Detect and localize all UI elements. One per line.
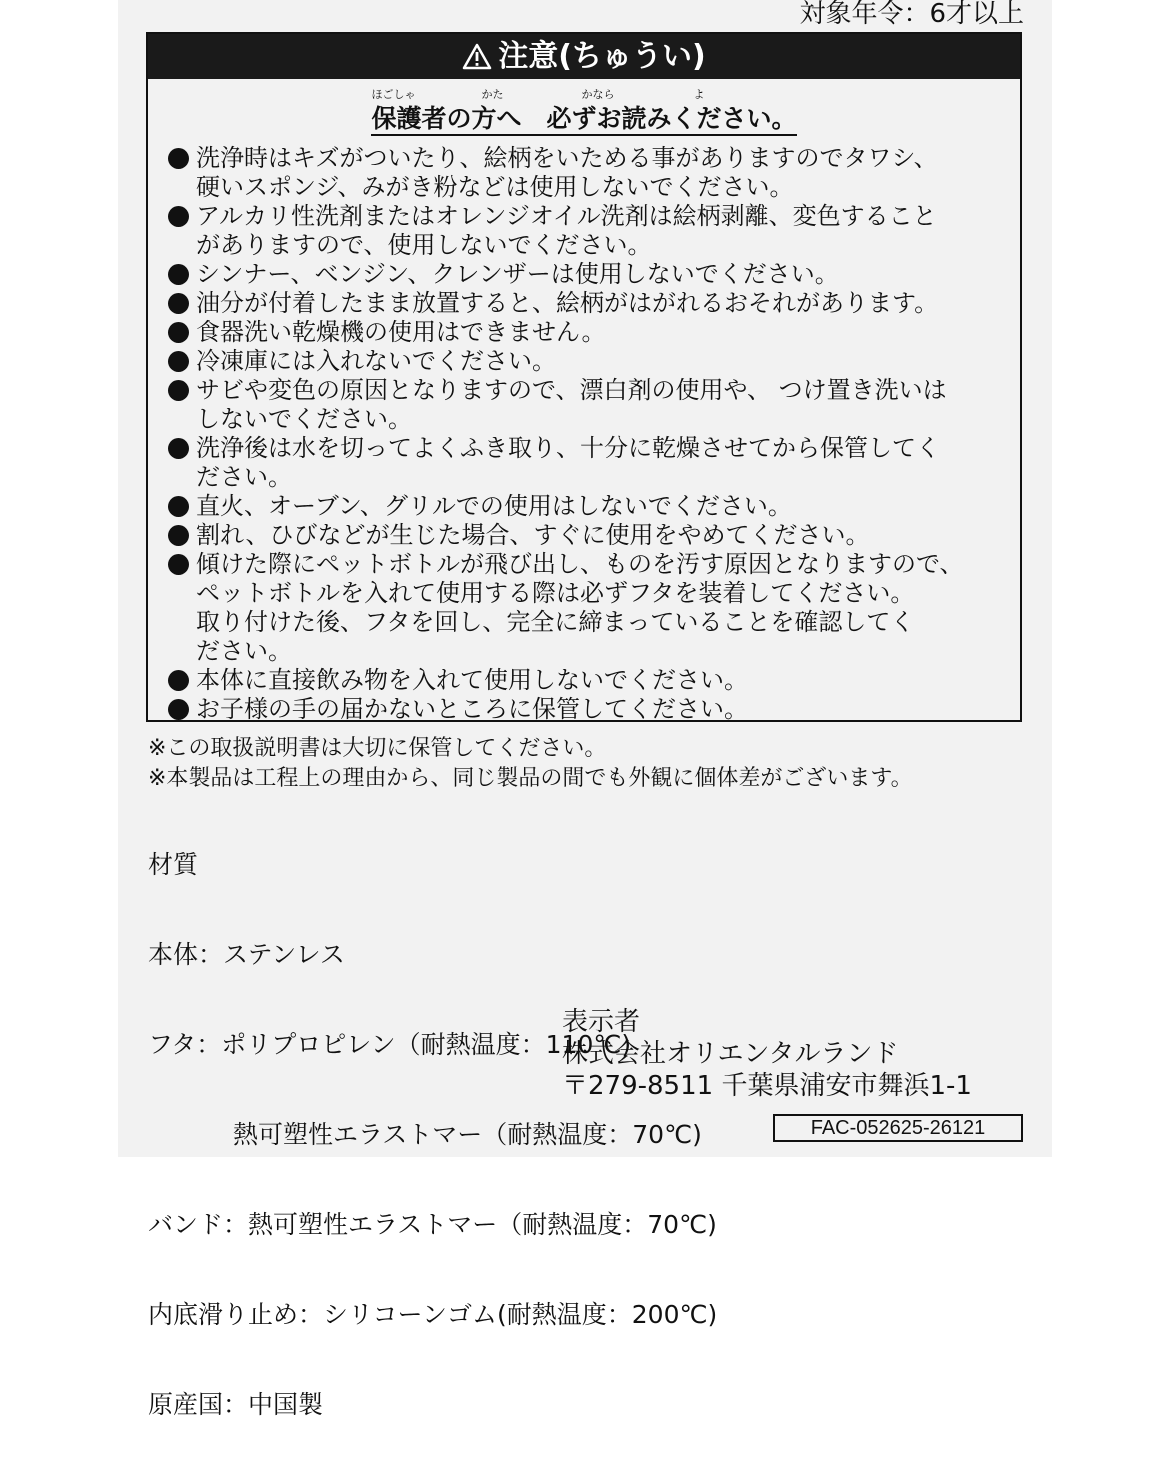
- bullet-icon: [168, 699, 189, 720]
- bullet-icon: [168, 525, 189, 546]
- guardian-notice: [148, 88, 1020, 138]
- caution-item-text: アルカリ性洗剤またはオレンジオイル洗剤は絵柄剥離、変色すること がありますので、使用しないでください。: [196, 202, 937, 259]
- materials-section: [148, 790, 717, 1480]
- caution-item: [168, 318, 1020, 347]
- bullet-icon: [168, 206, 189, 227]
- issuer-company: 株式会社オリエンタルランド: [562, 1039, 899, 1069]
- material-lid-secondary: 熱可塑性エラストマー（耐熱温度：70℃): [233, 1120, 702, 1149]
- product-code: FAC-052625-26121: [773, 1114, 1023, 1142]
- caution-item: [168, 492, 1020, 521]
- caution-item-text: サビや変色の原因となりますので、漂白剤の使用や、 つけ置き洗いは しないでください。: [196, 376, 947, 433]
- bullet-icon: [168, 496, 189, 517]
- material-lid: フタ：ポリプロピレン（耐熱温度：110℃): [148, 1030, 632, 1059]
- bullet-icon: [168, 438, 189, 459]
- bullet-icon: [168, 554, 189, 575]
- caution-box: [146, 32, 1022, 722]
- caution-list: [148, 144, 1020, 724]
- furigana-hogosha: ほごしゃ: [371, 88, 416, 101]
- bullet-icon: [168, 293, 189, 314]
- issuer-address: 〒279-8511 千葉県浦安市舞浜1-1: [562, 1071, 972, 1101]
- caution-item: [168, 434, 1020, 492]
- note-keep-manual: ※この取扱説明書は大切に保管してください。: [148, 736, 607, 761]
- bullet-icon: [168, 148, 189, 169]
- caution-item: [168, 666, 1020, 695]
- material-body: 本体：ステンレス: [148, 940, 345, 969]
- caution-item: [168, 202, 1020, 260]
- caution-item-text: 本体に直接飲み物を入れて使用しないでください。: [196, 666, 748, 694]
- caution-item-text: 傾けた際にペットボトルが飛び出し、ものを汚す原因となりますので、 ペットボトルを入れて使用する際は必ずフタを装着してください。 取り付けた後、フタを回し、完全に締まっていることを確認してく ださい。: [196, 550, 964, 665]
- furigana-yo: よ: [693, 88, 705, 101]
- caution-item-text: 食器洗い乾燥機の使用はできません。: [196, 318, 606, 346]
- caution-item-text: お子様の手の届かないところに保管してください。: [196, 695, 748, 723]
- furigana-kanara: かなら: [581, 88, 615, 101]
- caution-item: [168, 260, 1020, 289]
- caution-item: [168, 347, 1020, 376]
- issuer-label: 表示者: [562, 1007, 641, 1037]
- caution-item-text: 直火、オーブン、グリルでの使用はしないでください。: [196, 492, 792, 520]
- caution-title: 注意(ちゅうい): [498, 39, 706, 74]
- bullet-icon: [168, 670, 189, 691]
- caution-item: [168, 521, 1020, 550]
- caution-item: [168, 376, 1020, 434]
- note-individual-differences: ※本製品は工程上の理由から、同じ製品の間でも外観に個体差がございます。: [148, 766, 913, 791]
- target-age-label: 対象年令：6才以上: [799, 0, 1024, 29]
- material-band: バンド：熱可塑性エラストマー（耐熱温度：70℃): [148, 1210, 717, 1239]
- caution-item-text: 冷凍庫には入れないでください。: [196, 347, 556, 375]
- caution-header: [148, 34, 1020, 79]
- material-inner-base: 内底滑り止め：シリコーンゴム(耐熱温度：200℃): [148, 1300, 718, 1329]
- bullet-icon: [168, 380, 189, 401]
- bullet-icon: [168, 322, 189, 343]
- caution-item: [168, 289, 1020, 318]
- caution-item-text: 油分が付着したまま放置すると、絵柄がはがれるおそれがあります。: [196, 289, 939, 317]
- furigana-kata: かた: [481, 88, 504, 101]
- instruction-sheet: [118, 0, 1052, 1419]
- bullet-icon: [168, 351, 189, 372]
- caution-item-text: 洗浄時はキズがついたり、絵柄をいためる事がありますのでタワシ、 硬いスポンジ、みがき粉などは使用しないでください。: [196, 144, 938, 201]
- guardian-notice-text: 保護者の方へ 必ずお読みください。: [371, 104, 797, 133]
- caution-item-text: 割れ、ひびなどが生じた場合、すぐに使用をやめてください。: [196, 521, 870, 549]
- caution-item: [168, 144, 1020, 202]
- issuer-block: [562, 1006, 972, 1102]
- guardian-notice-line: [371, 88, 796, 136]
- caution-item-text: 洗浄後は水を切ってよくふき取り、十分に乾燥させてから保管してく ださい。: [196, 434, 940, 491]
- warning-triangle-icon: [462, 43, 492, 70]
- country-of-origin: 原産国：中国製: [148, 1390, 324, 1419]
- caution-item-text: シンナー、ベンジン、クレンザーは使用しないでください。: [196, 260, 839, 288]
- caution-item: [168, 695, 1020, 724]
- bullet-icon: [168, 264, 189, 285]
- materials-heading: 材質: [148, 850, 199, 879]
- notes: [148, 734, 913, 794]
- caution-item: [168, 550, 1020, 666]
